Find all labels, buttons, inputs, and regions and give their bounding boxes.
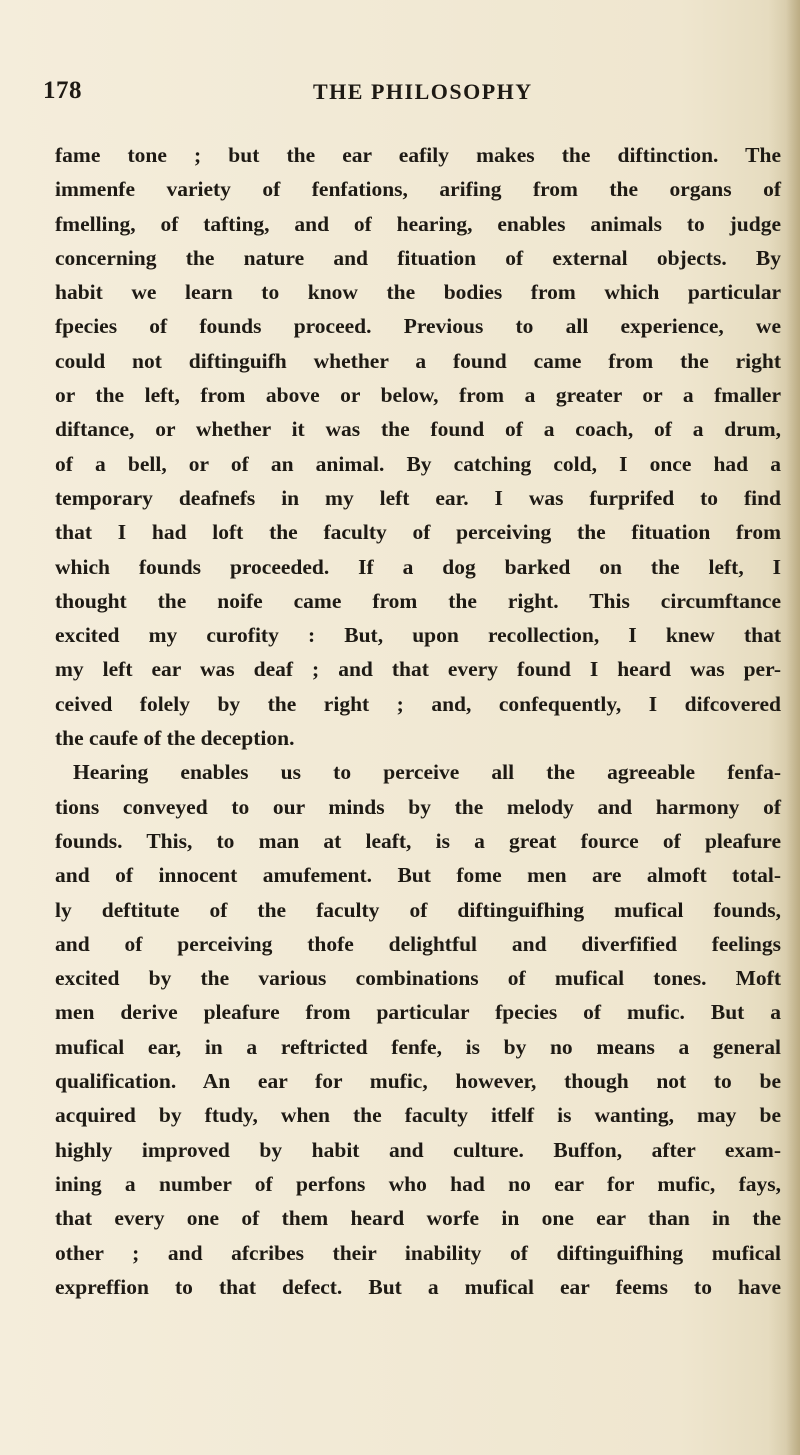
text-line: highly improved by habit and culture. Buffon, after exam-: [55, 1137, 781, 1162]
text-line: ceived folely by the right ; and, confequently, I difcovered: [55, 691, 781, 716]
text-line: other ; and afcribes their inability of diftinguifhing mufical: [55, 1240, 781, 1265]
text-line: and of innocent amufement. But fome men are almoft total-: [55, 863, 781, 888]
text-line: which founds proceeded. If a dog barked on the left, I: [55, 554, 781, 579]
text-line: mufical ear, in a reftricted fenfe, is by no means a general: [55, 1034, 781, 1059]
body-text: [55, 138, 781, 1304]
text-line: habit we learn to know the bodies from which particular: [55, 280, 781, 305]
text-line: tions conveyed to our minds by the melody and harmony of: [55, 794, 781, 819]
text-line: fmelling, of tafting, and of hearing, enables animals to judge: [55, 211, 781, 236]
paragraph-start: Hearing enables us to perceive all the agreeable fenfa-: [73, 760, 781, 785]
text-line: ly deftitute of the faculty of diftinguifhing mufical founds,: [55, 897, 781, 922]
text-line: that every one of them heard worfe in one ear than in the: [55, 1206, 781, 1231]
text-line: that I had loft the faculty of perceiving the fituation from: [55, 520, 781, 545]
text-line: temporary deafnefs in my left ear. I was furprifed to find: [55, 485, 781, 510]
text-line: immenfe variety of fenfations, arifing from the organs of: [55, 177, 781, 202]
text-line: could not diftinguifh whether a found came from the right: [55, 348, 781, 373]
text-line: or the left, from above or below, from a greater or a fmaller: [55, 383, 781, 408]
text-line: and of perceiving thofe delightful and diverfified feelings: [55, 931, 781, 956]
running-head: THE PHILOSOPHY: [313, 79, 533, 104]
text-line: men derive pleafure from particular fpecies of mufic. But a: [55, 1000, 781, 1025]
page-header: [43, 77, 743, 117]
text-line: excited by the various combinations of mufical tones. Moft: [55, 966, 781, 991]
text-line: my left ear was deaf ; and that every found I heard was per-: [55, 657, 781, 682]
text-line: excited my curofity : But, upon recollection, I knew that: [55, 623, 781, 648]
text-line: ining a number of perfons who had no ear for mufic, fays,: [55, 1171, 781, 1196]
text-line: of a bell, or of an animal. By catching cold, I once had a: [55, 451, 781, 476]
page-edge-shadow: [786, 0, 800, 1455]
text-line: fame tone ; but the ear eafily makes the diftinction. The: [55, 143, 781, 167]
text-line: expreffion to that defect. But a mufical ear feems to have: [55, 1274, 781, 1299]
text-line: fpecies of founds proceed. Previous to all experience, we: [55, 314, 781, 339]
text-line: founds. This, to man at leaft, is a great fource of pleafure: [55, 828, 781, 853]
page-number: 178: [43, 77, 82, 104]
text-line: concerning the nature and fituation of external objects. By: [55, 245, 781, 270]
text-line: diftance, or whether it was the found of a coach, of a drum,: [55, 417, 781, 442]
text-line: thought the noife came from the right. This circumftance: [55, 588, 781, 613]
text-line: the caufe of the deception.: [55, 726, 295, 751]
text-line: acquired by ftudy, when the faculty itfelf is wanting, may be: [55, 1103, 781, 1128]
text-line: qualification. An ear for mufic, however, though not to be: [55, 1069, 781, 1094]
